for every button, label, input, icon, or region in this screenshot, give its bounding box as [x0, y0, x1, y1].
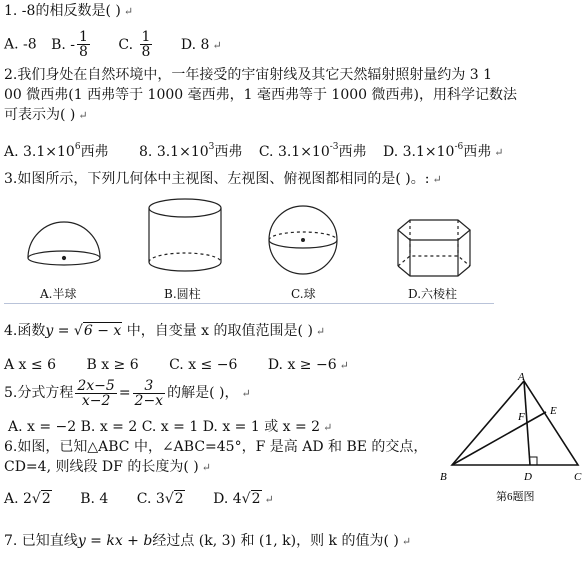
q6-option-a: A. 2√2 — [4, 491, 51, 507]
sphere-solid — [269, 206, 337, 274]
q6-triangle-figure — [438, 370, 586, 508]
q1-option-c: C. $\frac{1}{8}$ — [118, 29, 151, 60]
q4-option-a: A x ≤ 6 — [4, 357, 56, 373]
q6-options: A. 2√2 B. 4 C. 3√2 D. 4√2 ↵ — [4, 491, 274, 507]
q1-options: A. -8 B. - $\frac{1}{8}$ C. $\frac{1}{8}$ D. 8 ↵ — [4, 29, 222, 60]
hexagonal-prism-solid — [398, 220, 470, 276]
q4-option-c: C. x ≤ −6 — [169, 357, 238, 373]
q2-option-c: C. $3.1\times 10^{-3}$西弗 — [258, 142, 367, 160]
q1-option-a: A. -8 — [4, 36, 37, 53]
question-7: 7. 已知直线y = kx + b经过点 (k, 3) 和 (1, k)，则 k 的值为( ) ↵ — [4, 533, 412, 549]
q4-option-d: D. x ≥ −6 — [267, 357, 337, 373]
q2-option-b: 8. $3.1\times 10^3$西弗 — [139, 142, 243, 160]
q4-option-b: B x ≥ 6 — [86, 357, 139, 373]
question-1: 1. -8的相反数是( ) ↵ — [4, 3, 134, 19]
q2-options: A. $3.1\times 10^6$西弗 8. $3.1\times 10^3$西弗 C. $3.1\times 10^{-3}$西弗 D. $3.1\times 10^{-6}$西弗 ↵ — [4, 142, 504, 160]
figure-divider — [4, 303, 494, 304]
q4-stem: 4.函数y = √6 − x 中，自变量 x 的取值范围是( ) ↵ — [4, 323, 326, 339]
label-c: C — [574, 471, 582, 483]
q6-option-d: D. 4√2 — [213, 491, 261, 507]
q3-stem: 3.如图所示，下列几何体中主视图、左视图、俯视图都相同的是( )。: ↵ — [4, 171, 442, 187]
label-f: F — [518, 411, 525, 423]
q4-options: A x ≤ 6 B x ≥ 6 C. x ≤ −6 D. x ≥ −6 ↵ — [4, 357, 349, 373]
caption-hex-prism: D.六棱柱 — [408, 287, 458, 301]
right-angle-mark — [530, 457, 537, 465]
q5-stem: 5.分式方程 $\frac{2x-5}{x-2}$ = $\frac{3}{2-x}$ 的解是( )， ↵ — [4, 377, 251, 409]
q5-options: A. x = −2 B. x = 2 C. x = 1 D. x = 1 或 x = 2 ↵ — [8, 419, 333, 435]
q2-line1: 2.我们身处在自然环境中，一年接受的宇宙射线及其它天然辐射照射量约为 3 1 — [4, 67, 493, 83]
q2-line3: 可表示为( ) ↵ — [4, 107, 88, 123]
q6-line2: CD=4, 则线段 DF 的长度为( ) ↵ — [4, 459, 211, 475]
cylinder-solid — [149, 199, 221, 271]
caption-cylinder: B.圆柱 — [164, 287, 201, 301]
q6-option-c: C. 3√2 — [136, 491, 184, 507]
caption-sphere: C.球 — [291, 287, 316, 301]
caption-hemisphere: A.半球 — [40, 287, 77, 301]
q1-stem: 1. -8的相反数是( ) — [4, 3, 121, 19]
q2-option-d: D. $3.1\times 10^{-6}$西弗 — [383, 142, 492, 160]
q1-option-d: D. 8 — [180, 36, 210, 53]
hemisphere-solid — [28, 222, 100, 265]
q2-option-a: A. $3.1\times 10^6$西弗 — [4, 142, 109, 160]
label-a: A — [518, 371, 525, 383]
q6-option-b: B. 4 — [80, 491, 109, 507]
q4-radicand: 6 − x — [83, 323, 122, 339]
label-d: D — [524, 471, 532, 483]
label-b: B — [440, 471, 447, 483]
q1-option-b: B. - $\frac{1}{8}$ — [51, 29, 88, 60]
figure-6-caption: 第6题图 — [496, 491, 535, 503]
label-e: E — [550, 405, 557, 417]
q2-line2: 00 微西弗(1 西弗等于 1000 毫西弗，1 毫西弗等于 1000 微西弗)，用科学记数法 — [4, 87, 517, 103]
q7-equation: y = kx + b — [77, 533, 153, 549]
triangle-abc — [452, 381, 578, 465]
q6-line1: 6.如图，已知△ABC 中，∠ABC=45°，F 是高 AD 和 BE 的交点， — [4, 439, 428, 455]
